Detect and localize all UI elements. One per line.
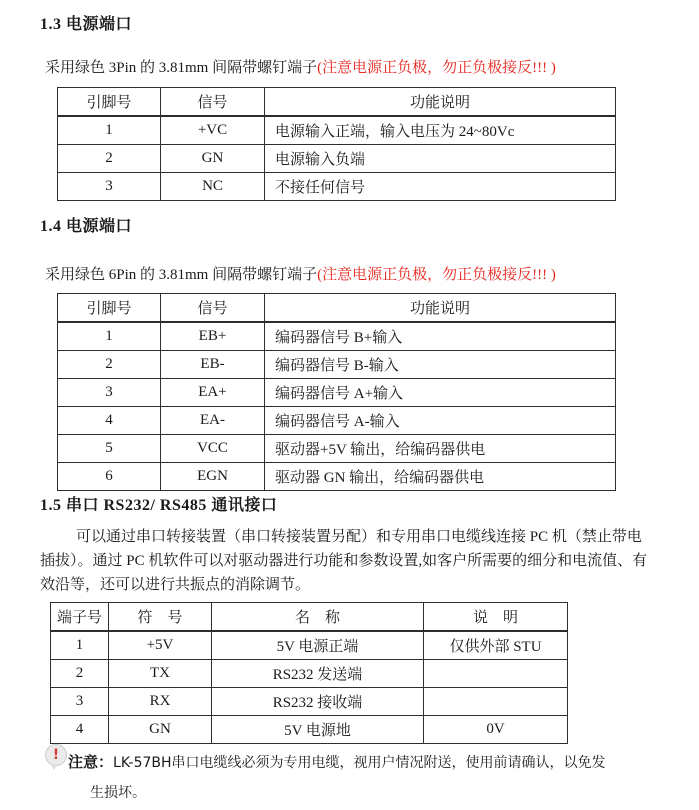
section-1-5-heading: 1.5 串口 RS232/ RS485 通讯接口	[40, 497, 278, 514]
name-cell: RS232 接收端	[212, 688, 424, 716]
table-header-cell: 符 号	[109, 603, 212, 632]
section-1-5-paragraph	[40, 525, 670, 597]
pin-number-cell: 2	[58, 145, 161, 173]
name-cell: 5V 电源地	[212, 716, 424, 744]
table-header-row	[58, 294, 616, 323]
symbol-cell: GN	[109, 716, 212, 744]
table-header-cell: 端子号	[51, 603, 109, 632]
table-row	[58, 116, 616, 145]
serial-port-table	[50, 602, 568, 744]
table-header-cell: 功能说明	[265, 294, 616, 323]
pin-number-cell: 6	[58, 463, 161, 491]
table-row	[58, 435, 616, 463]
terminal-number-cell: 3	[51, 688, 109, 716]
symbol-cell: +5V	[109, 631, 212, 660]
signal-cell: EA+	[161, 379, 265, 407]
table-row	[51, 688, 568, 716]
paragraph-line: 可以通过串口转接装置（串口转接装置另配）和专用串口电缆线连接 PC 机（禁止带电	[76, 529, 642, 545]
paragraph-line: 效沿等，还可以进行共振点的消除调节。	[40, 577, 311, 593]
table-row	[51, 660, 568, 688]
description-cell: 0V	[424, 716, 568, 744]
terminal-number-cell: 2	[51, 660, 109, 688]
encoder-6pin-table	[57, 293, 616, 491]
pin-number-cell: 2	[58, 351, 161, 379]
section-1-4-heading: 1.4 电源端口	[40, 218, 133, 235]
intro-text: 采用绿色 6Pin 的 3.81mm 间隔带螺钉端子	[45, 267, 318, 283]
function-cell: 驱动器 GN 输出，给编码器供电	[265, 463, 616, 491]
signal-cell: EB-	[161, 351, 265, 379]
table-header-cell: 引脚号	[58, 88, 161, 117]
description-cell	[424, 688, 568, 716]
pin-number-cell: 3	[58, 379, 161, 407]
table-row	[51, 631, 568, 660]
pin-number-cell: 1	[58, 116, 161, 145]
note-line-2: 生损坏。	[90, 785, 146, 801]
signal-cell: EGN	[161, 463, 265, 491]
function-cell: 编码器信号 A+输入	[265, 379, 616, 407]
note-text: LK-57BH串口电缆线必须为专用电缆，视用户情况附送，使用前请确认，以免发	[113, 755, 606, 771]
intro-text: 采用绿色 3Pin 的 3.81mm 间隔带螺钉端子	[45, 60, 318, 76]
section-1-3-intro	[45, 56, 556, 77]
table-header-cell: 功能说明	[265, 88, 616, 117]
warning-text: (注意电源正负极，勿正负极接反!!! )	[317, 267, 556, 283]
description-cell: 仅供外部 STU	[424, 631, 568, 660]
table-row	[58, 145, 616, 173]
table-header-cell: 说 明	[424, 603, 568, 632]
signal-cell: VCC	[161, 435, 265, 463]
signal-cell: GN	[161, 145, 265, 173]
pin-number-cell: 5	[58, 435, 161, 463]
symbol-cell: TX	[109, 660, 212, 688]
function-cell: 不接任何信号	[265, 173, 616, 201]
warning-exclamation-icon: !	[45, 744, 67, 766]
terminal-number-cell: 1	[51, 631, 109, 660]
table-row	[58, 351, 616, 379]
function-cell: 编码器信号 B-输入	[265, 351, 616, 379]
function-cell: 编码器信号 B+输入	[265, 322, 616, 351]
section-1-4-intro	[45, 263, 556, 284]
description-cell	[424, 660, 568, 688]
table-header-cell: 信号	[161, 294, 265, 323]
terminal-number-cell: 4	[51, 716, 109, 744]
power-3pin-table	[57, 87, 616, 201]
pin-number-cell: 4	[58, 407, 161, 435]
note-label: 注意：	[68, 753, 114, 771]
table-row	[58, 379, 616, 407]
section-1-3-heading: 1.3 电源端口	[40, 16, 133, 33]
table-row	[51, 716, 568, 744]
name-cell: 5V 电源正端	[212, 631, 424, 660]
table-row	[58, 173, 616, 201]
paragraph-line: 插拔）。通过 PC 机软件可以对驱动器进行功能和参数设置,如客户所需要的细分和电流值、有	[40, 553, 648, 569]
table-header-row	[51, 603, 568, 632]
function-cell: 电源输入负端	[265, 145, 616, 173]
table-header-cell: 信号	[161, 88, 265, 117]
note-line-1	[68, 751, 606, 772]
table-header-cell: 引脚号	[58, 294, 161, 323]
signal-cell: NC	[161, 173, 265, 201]
function-cell: 驱动器+5V 输出，给编码器供电	[265, 435, 616, 463]
symbol-cell: RX	[109, 688, 212, 716]
signal-cell: EA-	[161, 407, 265, 435]
function-cell: 编码器信号 A-输入	[265, 407, 616, 435]
name-cell: RS232 发送端	[212, 660, 424, 688]
pin-number-cell: 1	[58, 322, 161, 351]
table-row	[58, 463, 616, 491]
table-row	[58, 407, 616, 435]
table-header-row	[58, 88, 616, 117]
table-header-cell: 名 称	[212, 603, 424, 632]
function-cell: 电源输入正端，输入电压为 24~80Vc	[265, 116, 616, 145]
table-row	[58, 322, 616, 351]
warning-text: (注意电源正负极，勿正负极接反!!! )	[317, 60, 556, 76]
signal-cell: +VC	[161, 116, 265, 145]
signal-cell: EB+	[161, 322, 265, 351]
pin-number-cell: 3	[58, 173, 161, 201]
